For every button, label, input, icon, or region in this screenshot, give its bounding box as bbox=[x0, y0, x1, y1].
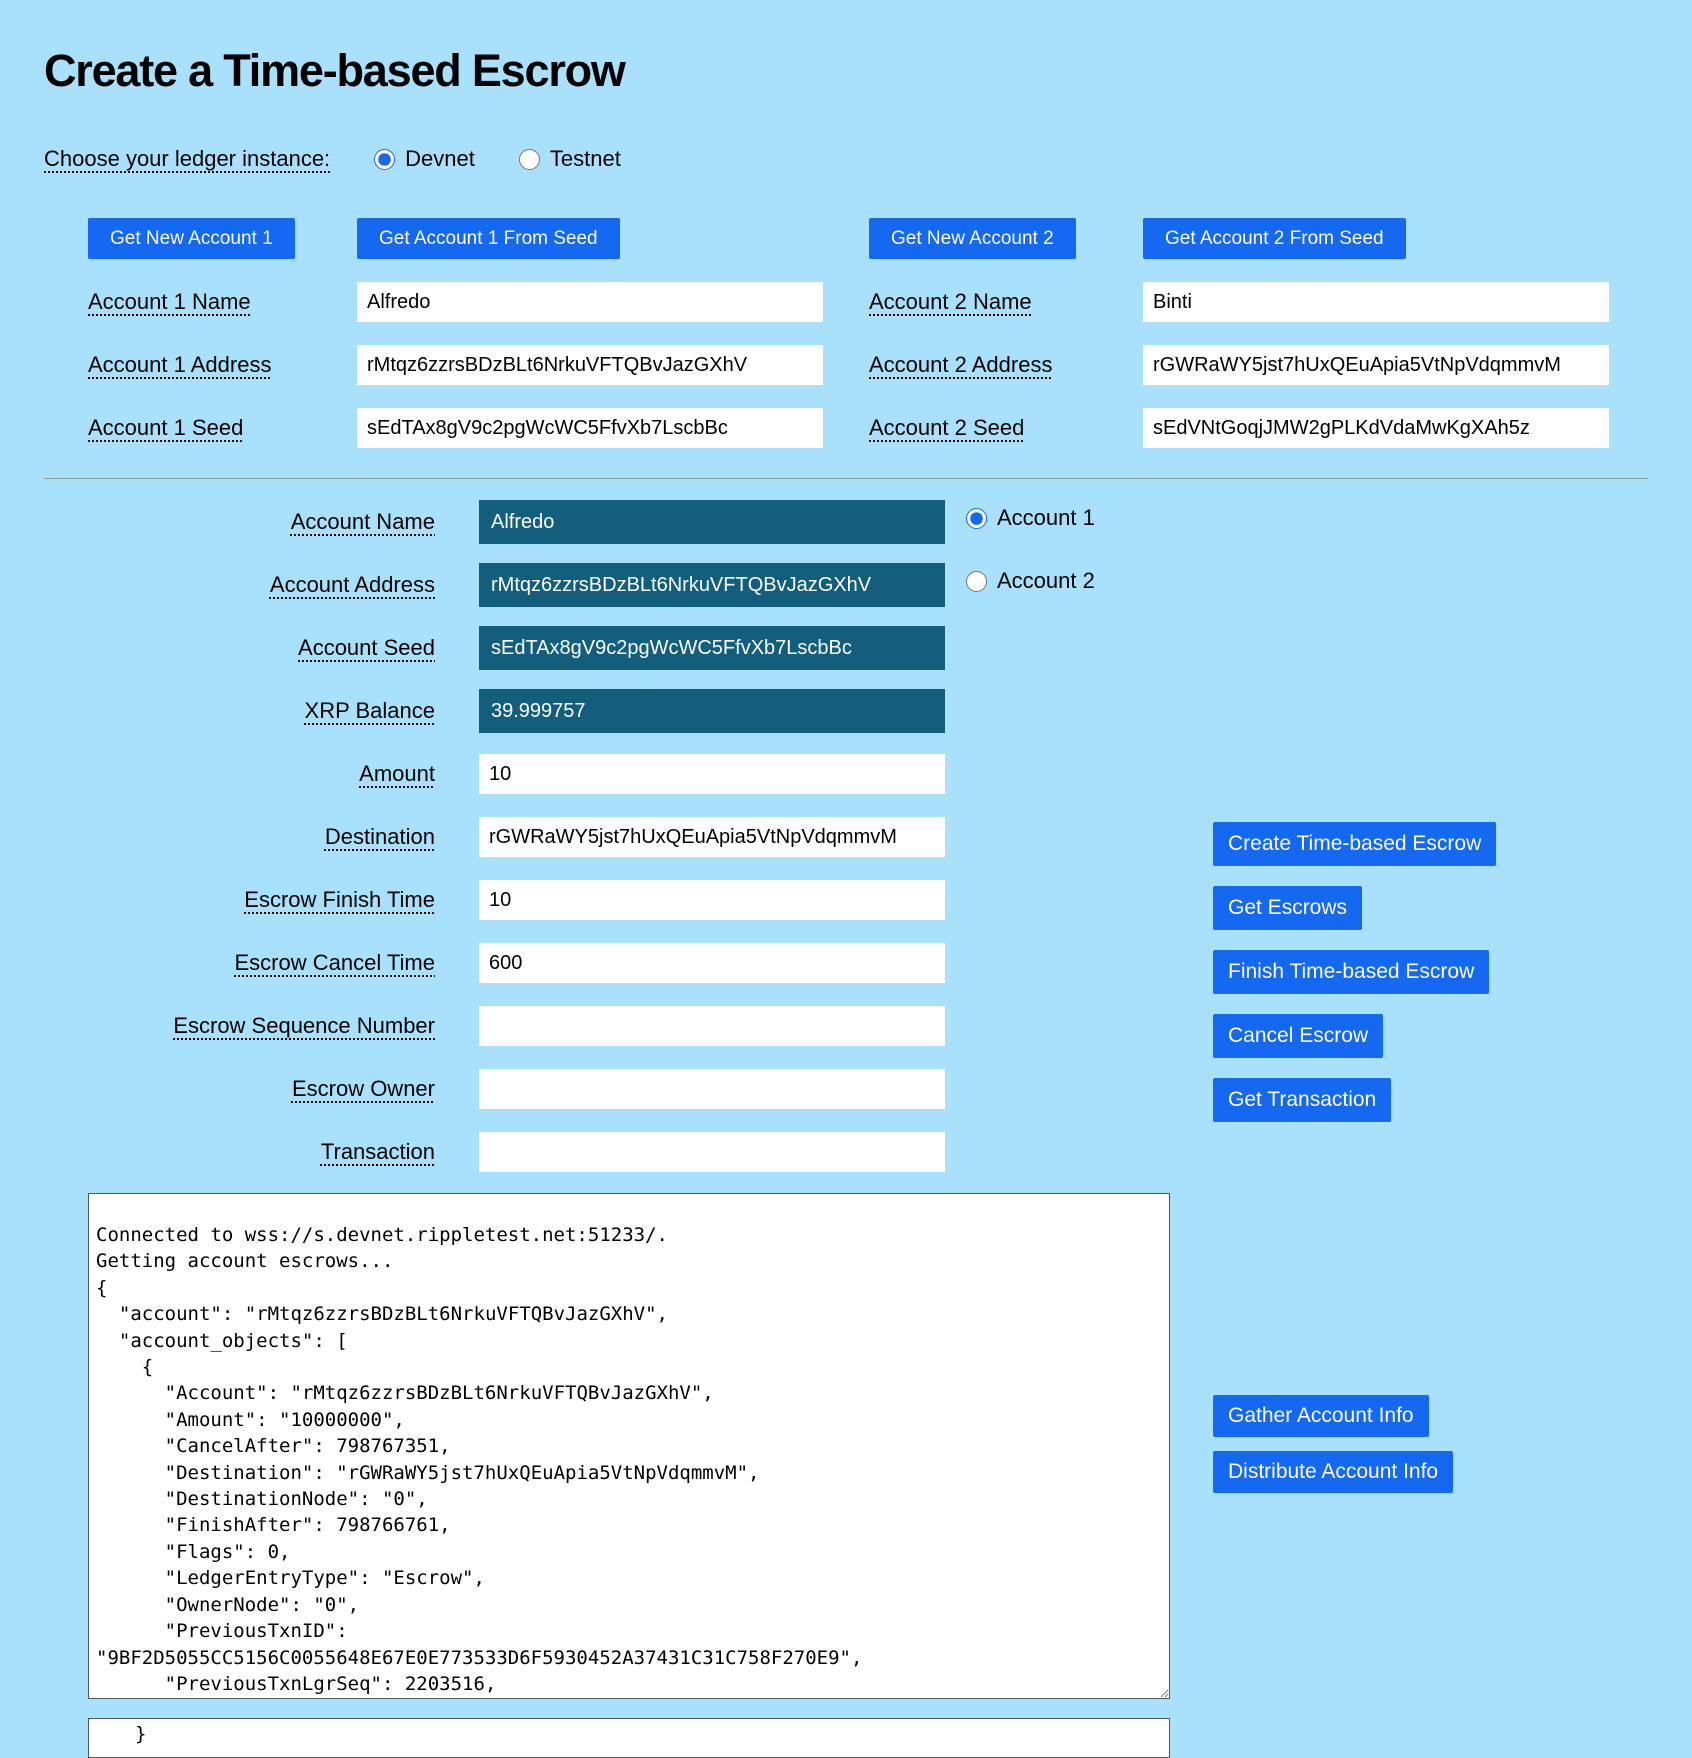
amount-input[interactable] bbox=[479, 754, 945, 794]
destination-label: Destination bbox=[324, 824, 435, 850]
destination-input[interactable] bbox=[479, 817, 945, 857]
ledger-option-devnet[interactable] bbox=[374, 146, 475, 172]
transaction-label: Transaction bbox=[320, 1139, 435, 1165]
testnet-radio[interactable] bbox=[519, 149, 540, 170]
account-1-radio-label: Account 1 bbox=[997, 505, 1095, 530]
account-2-radio-label: Account 2 bbox=[997, 568, 1095, 593]
get-escrows-button[interactable]: Get Escrows bbox=[1213, 886, 1362, 930]
escrow-finish-time-row bbox=[44, 878, 1692, 922]
console-output[interactable] bbox=[88, 1193, 1170, 1699]
xrp-balance-display: 39.999757 bbox=[479, 689, 945, 733]
escrow-finish-time-label: Escrow Finish Time bbox=[244, 887, 435, 913]
account-1-address-label: Account 1 Address bbox=[88, 352, 272, 378]
escrow-cancel-time-input[interactable] bbox=[479, 943, 945, 983]
account-2-name-label: Account 2 Name bbox=[869, 289, 1032, 315]
account-2-seed-label: Account 2 Seed bbox=[869, 415, 1025, 441]
xrp-balance-label: XRP Balance bbox=[304, 698, 435, 724]
account-address-label: Account Address bbox=[269, 572, 435, 598]
ledger-selector bbox=[44, 146, 1692, 172]
ledger-selector-label: Choose your ledger instance: bbox=[44, 146, 331, 172]
distribute-account-info-button[interactable]: Distribute Account Info bbox=[1213, 1451, 1453, 1493]
account-2-radio[interactable] bbox=[966, 571, 987, 592]
account-seed-display: sEdTAx8gV9c2pgWcWC5FfvXb7LscbBc bbox=[479, 626, 945, 670]
account-name-row bbox=[44, 500, 1692, 544]
account-seed-row bbox=[44, 626, 1692, 670]
escrow-cancel-time-label: Escrow Cancel Time bbox=[234, 950, 435, 976]
account-2-seed-input[interactable] bbox=[1143, 408, 1609, 448]
escrow-sequence-number-row bbox=[44, 1004, 1692, 1048]
escrow-owner-label: Escrow Owner bbox=[291, 1076, 435, 1102]
get-account-2-from-seed-button[interactable]: Get Account 2 From Seed bbox=[1143, 218, 1406, 259]
get-transaction-button[interactable]: Get Transaction bbox=[1213, 1078, 1391, 1122]
account-1-name-label: Account 1 Name bbox=[88, 289, 251, 315]
escrow-sequence-number-label: Escrow Sequence Number bbox=[173, 1013, 435, 1039]
get-new-account-2-button[interactable]: Get New Account 2 bbox=[869, 218, 1076, 259]
console-overflow-line: } bbox=[88, 1718, 1170, 1758]
escrow-owner-input[interactable] bbox=[479, 1069, 945, 1109]
amount-label: Amount bbox=[359, 761, 435, 787]
finish-time-based-escrow-button[interactable]: Finish Time-based Escrow bbox=[1213, 950, 1489, 994]
transaction-input[interactable] bbox=[479, 1132, 945, 1172]
get-account-1-from-seed-button[interactable]: Get Account 1 From Seed bbox=[357, 218, 620, 259]
get-new-account-1-button[interactable]: Get New Account 1 bbox=[88, 218, 295, 259]
account-seed-label: Account Seed bbox=[298, 635, 435, 661]
account-1-address-input[interactable] bbox=[357, 345, 823, 385]
account-1-seed-input[interactable] bbox=[357, 408, 823, 448]
escrow-finish-time-input[interactable] bbox=[479, 880, 945, 920]
devnet-radio[interactable] bbox=[374, 149, 395, 170]
section-divider bbox=[44, 478, 1648, 479]
account-address-row bbox=[44, 563, 1692, 607]
account-1-selector[interactable] bbox=[966, 505, 1095, 531]
account-1-seed-label: Account 1 Seed bbox=[88, 415, 244, 441]
gather-account-info-button[interactable]: Gather Account Info bbox=[1213, 1395, 1429, 1437]
account-name-label: Account Name bbox=[290, 509, 435, 535]
transaction-row bbox=[44, 1130, 1692, 1174]
account-name-display: Alfredo bbox=[479, 500, 945, 544]
account-1-radio[interactable] bbox=[966, 508, 987, 529]
account-address-display: rMtqz6zzrsBDzBLt6NrkuVFTQBvJazGXhV bbox=[479, 563, 945, 607]
escrow-owner-row bbox=[44, 1067, 1692, 1111]
account-setup-section bbox=[88, 218, 1692, 448]
account-2-address-input[interactable] bbox=[1143, 345, 1609, 385]
testnet-radio-label: Testnet bbox=[549, 146, 621, 172]
account-1-name-input[interactable] bbox=[357, 282, 823, 322]
xrp-balance-row bbox=[44, 689, 1692, 733]
devnet-radio-label: Devnet bbox=[405, 146, 475, 172]
account-2-name-input[interactable] bbox=[1143, 282, 1609, 322]
account-2-address-label: Account 2 Address bbox=[869, 352, 1053, 378]
escrow-sequence-number-input[interactable] bbox=[479, 1006, 945, 1046]
cancel-escrow-button[interactable]: Cancel Escrow bbox=[1213, 1014, 1383, 1058]
amount-row bbox=[44, 752, 1692, 796]
create-time-based-escrow-button[interactable]: Create Time-based Escrow bbox=[1213, 822, 1496, 866]
page-title: Create a Time-based Escrow bbox=[44, 45, 625, 96]
account-2-selector[interactable] bbox=[966, 568, 1095, 594]
ledger-option-testnet[interactable] bbox=[519, 146, 621, 172]
